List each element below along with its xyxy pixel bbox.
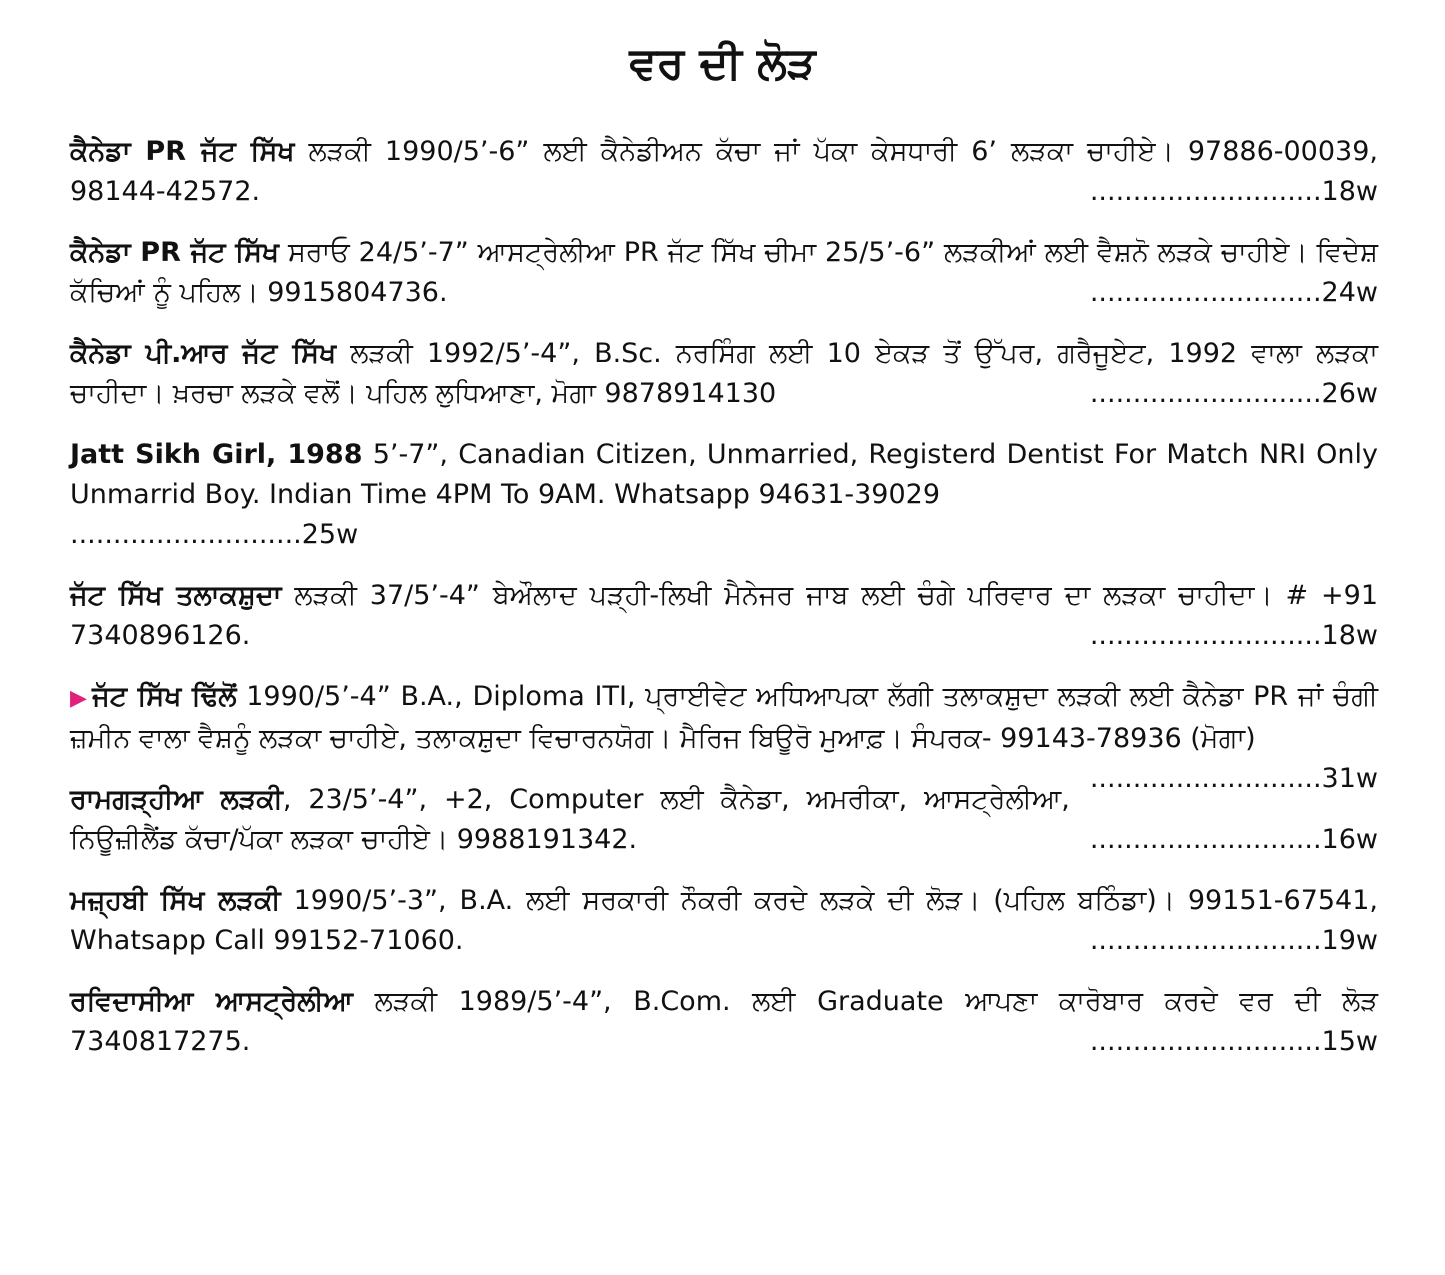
ad-code: ...........................24w [1089,277,1378,308]
ad-text: 5’-7”, Canadian Citizen, Unmarried, Registerd Dentist For Match NRI Only Unmarrid Boy. Indian Time 4PM To 9AM. Whatsapp 94631-39029 [70,439,1378,510]
ad-text: 1990/5’-4” B.A., Diploma ITI, ਪ੍ਰਾਈਵੇਟ ਅਧਿਆਪਕਾ ਲੱਗੀ ਤਲਾਕਸ਼ੁਦਾ ਲੜਕੀ ਲਈ ਕੈਨੇਡਾ PR ਜਾਂ ਚੰਗੀ ਜ਼ਮੀਨ ਵਾਲਾ ਵੈਸ਼ਨੂੰ ਲੜਕਾ ਚਾਹੀਏ, ਤਲਾਕਸ਼ੁਦਾ ਵਿਚਾਰਨਯੋਗ। ਮੈਰਿਜ ਬਿਊਰੋ ਮੁਆਫ਼। ਸੰਪਰਕ- 99143-78936 (ਮੋਗਾ) [70,681,1378,754]
ad-text: ਸਰਾਓ 24/5’-7” ਆਸਟ੍ਰੇਲੀਆ PR ਜੱਟ ਸਿੱਖ ਚੀਮਾ 25/5’-6” ਲੜਕੀਆਂ ਲਈ ਵੈਸ਼ਨੋ ਲੜਕੇ ਚਾਹੀਏ। ਵਿਦੇਸ਼ ਕੱਚਿਆਂ ਨੂੰ ਪਹਿਲ। 9915804736. [70,237,1378,308]
ad-item [70,334,1378,414]
page-title: ਵਰ ਦੀ ਲੋੜ [629,38,816,89]
ad-code: ...........................16w [1089,824,1378,855]
ad-code: ...........................15w [1089,1026,1378,1057]
ad-heading: ਕੈਨੇਡਾ PR ਜੱਟ ਸਿੱਖ [70,136,295,167]
ad-heading: ਰਾਮਗੜ੍ਹੀਆ ਲੜਕੀ [70,784,283,815]
ad-item [70,677,1378,794]
ad-code: ...........................31w [1089,763,1378,794]
ad-heading: ਕੈਨੇਡਾ ਪੀ.ਆਰ ਜੱਟ ਸਿੱਖ [70,338,337,369]
triangle-marker-icon: ▶ [70,686,89,711]
ad-code: ...........................18w [1089,620,1378,651]
ad-text: ਲੜਕੀ 37/5’-4” ਬੇਔਲਾਦ ਪੜ੍ਹੀ-ਲਿਖੀ ਮੈਨੇਜਰ ਜਾਬ ਲਈ ਚੰਗੇ ਪਰਿਵਾਰ ਦਾ ਲੜਕਾ ਚਾਹੀਦਾ। # +91 7340896126. [70,580,1379,651]
ad-heading: Jatt Sikh Girl, 1988 [70,439,363,470]
ad-heading: ਜੱਟ ਸਿੱਖ ਢਿੱਲੋਂ [92,681,237,712]
ad-item [70,576,1378,656]
ad-text: ਲੜਕੀ 1992/5’-4”, B.Sc. ਨਰਸਿੰਗ ਲਈ 10 ਏਕੜ ਤੋਂ ਉੱਪਰ, ਗਰੈਜੂਏਟ, 1992 ਵਾਲਾ ਲੜਕਾ ਚਾਹੀਦਾ। ਖ਼ਰਚਾ ਲੜਕੇ ਵਲੋਂ। ਪਹਿਲ ਲੁਧਿਆਣਾ, ਮੋਗਾ 9878914130 [70,338,1378,409]
ad-text: , 23/5’-4”, +2, Computer ਲਈ ਕੈਨੇਡਾ, ਅਮਰੀਕਾ, ਆਸਟ੍ਰੇਲੀਆ, ਨਿਊਜ਼ੀਲੈਂਡ ਕੱਚਾ/ਪੱਕਾ ਲੜਕਾ ਚਾਹੀਏ। 9988191342. [70,784,1070,855]
ad-heading: ਮਜ਼੍ਹਬੀ ਸਿੱਖ ਲੜਕੀ [70,885,281,916]
ad-code: ...........................26w [1089,378,1378,409]
ad-item [70,435,1378,555]
ad-item [70,233,1378,313]
ad-heading: ਕੈਨੇਡਾ PR ਜੱਟ ਸਿੱਖ [70,237,280,268]
ad-text: 1990/5’-3”, B.A. ਲਈ ਸਰਕਾਰੀ ਨੌਕਰੀ ਕਰਦੇ ਲੜਕੇ ਦੀ ਲੋੜ। (ਪਹਿਲ ਬਠਿੰਡਾ)। 99151-67541, Whatsapp Call 99152-71060. [70,885,1378,956]
ad-text: ਲੜਕੀ 1990/5’-6” ਲਈ ਕੈਨੇਡੀਅਨ ਕੱਚਾ ਜਾਂ ਪੱਕਾ ਕੇਸਧਾਰੀ 6’ ਲੜਕਾ ਚਾਹੀਏ। 97886-00039, 98144-42572. [70,136,1378,207]
ad-item [70,132,1378,212]
ad-heading: ਜੱਟ ਸਿੱਖ ਤਲਾਕਸ਼ੁਦਾ [70,580,282,611]
ad-item [70,881,1378,961]
ad-code: ...........................25w [70,519,359,550]
ad-heading: ਰਵਿਦਾਸੀਆ ਆਸਟ੍ਰੇਲੀਆ [70,986,353,1017]
ad-item [70,982,1378,1062]
ad-list [70,132,1378,1083]
ad-code: ...........................18w [1089,176,1378,207]
ad-code: ...........................19w [1089,925,1378,956]
ad-text: ਲੜਕੀ 1989/5’-4”, B.Com. ਲਈ Graduate ਆਪਣਾ ਕਾਰੋਬਾਰ ਕਰਦੇ ਵਰ ਦੀ ਲੋੜ 7340817275. [70,986,1378,1057]
